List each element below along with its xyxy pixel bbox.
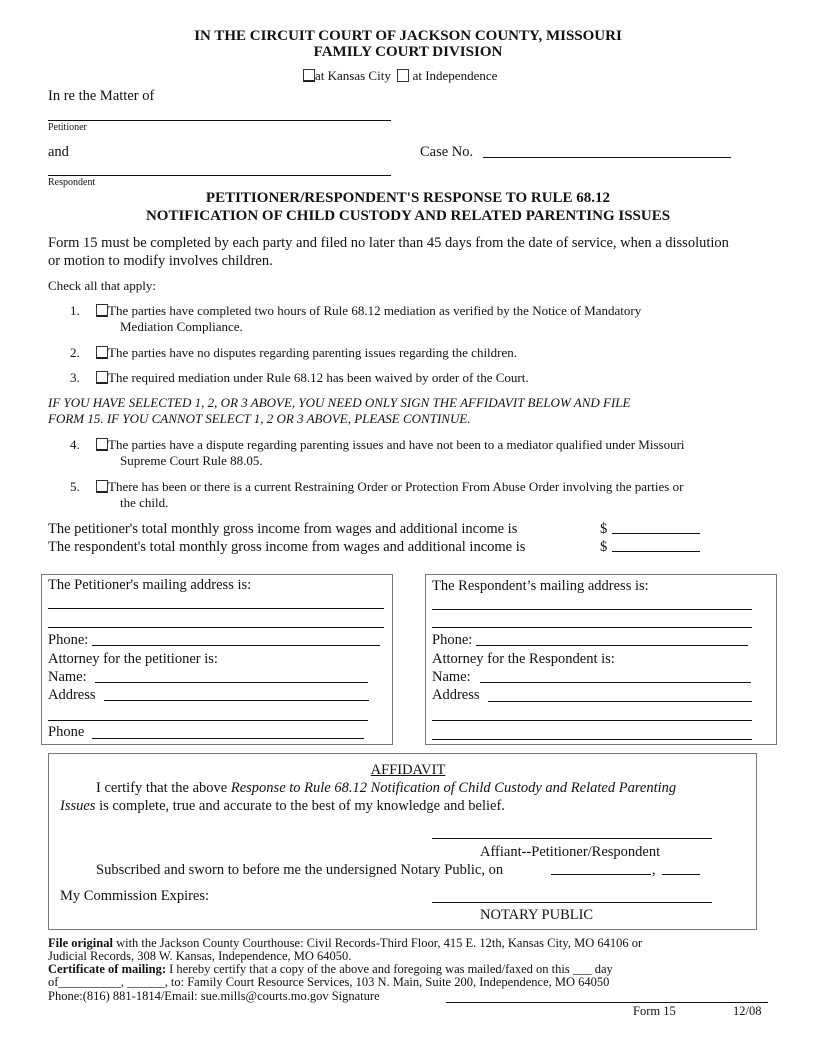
- date-comma: ,: [652, 862, 656, 878]
- respondent-income-field[interactable]: [612, 551, 700, 552]
- respondent-attorney-address-line2[interactable]: [432, 720, 752, 721]
- kansas-city-label: at Kansas City: [315, 68, 391, 83]
- petitioner-income-label: The petitioner's total monthly gross income from wages and additional income is: [48, 521, 518, 537]
- file-original-text: File original with the Jackson County Courthouse: Civil Records-Third Floor, 415 E. 12th, Kansas City, MO 64106 or: [48, 936, 643, 950]
- respondent-address-line1[interactable]: [432, 609, 752, 610]
- case-no-label: Case No.: [420, 144, 474, 160]
- petitioner-label: Petitioner: [48, 122, 87, 133]
- option-5-text: There has been or there is a current Restraining Order or Protection From Abuse Order involving the parties or: [108, 479, 684, 494]
- respondent-phone-field[interactable]: [476, 645, 748, 646]
- form-date: 12/08: [733, 1004, 762, 1018]
- respondent-address-line2[interactable]: [432, 627, 752, 628]
- petitioner-phone-label: Phone:: [48, 632, 89, 648]
- respondent-attorney-address-label: Address: [432, 687, 480, 703]
- form-number: Form 15: [633, 1004, 676, 1018]
- option-5: 5. There has been or there is a current Restraining Order or Protection From Abuse Order involving the parties or the child.: [70, 479, 684, 510]
- option-2-checkbox[interactable]: [96, 346, 108, 359]
- kansas-city-checkbox[interactable]: [303, 69, 315, 82]
- option-4: 4. The parties have a dispute regarding parenting issues and have not been to a mediator qualified under Missouri Supreme Court Rule 88.05.: [70, 437, 685, 468]
- option-4-text: The parties have a dispute regarding parenting issues and have not been to a mediator qualified under Missouri: [108, 437, 685, 452]
- notary-public-label: NOTARY PUBLIC: [480, 907, 594, 923]
- case-no-field[interactable]: [483, 157, 731, 158]
- petitioner-income-field[interactable]: [612, 533, 700, 534]
- option-3: 3. The required mediation under Rule 68.12 has been waived by order of the Court.: [70, 370, 529, 385]
- notary-signature-field[interactable]: [432, 902, 712, 903]
- respondent-currency: $: [600, 539, 608, 555]
- form-title-line1: PETITIONER/RESPONDENT'S RESPONSE TO RULE 68.12: [205, 190, 611, 206]
- check-all-label: Check all that apply:: [48, 278, 156, 293]
- and-label: and: [48, 144, 69, 160]
- petitioner-attorney-phone-label: Phone: [48, 724, 85, 740]
- option-4-checkbox[interactable]: [96, 438, 108, 451]
- respondent-attorney-name-field[interactable]: [480, 682, 751, 683]
- location-options: [303, 68, 497, 84]
- respondent-attorney-name-label: Name:: [432, 669, 471, 685]
- option-3-text: The required mediation under Rule 68.12 has been waived by order of the Court.: [108, 370, 529, 385]
- petitioner-address-title: The Petitioner's mailing address is:: [48, 577, 252, 593]
- in-re-label: In re the Matter of: [48, 88, 155, 104]
- petitioner-address-line2[interactable]: [48, 627, 384, 628]
- file-original-text-2: Judicial Records, 308 W. Kansas, Independence, MO 64050.: [48, 949, 352, 963]
- commission-expires-label: My Commission Expires:: [60, 888, 210, 904]
- division-title: FAMILY COURT DIVISION: [313, 44, 503, 60]
- respondent-attorney-address-line3[interactable]: [432, 739, 752, 740]
- contact-line: Phone:(816) 881-1814/Email: sue.mills@courts.mo.gov Signature: [48, 989, 380, 1003]
- affiant-label: Affiant--Petitioner/Respondent: [480, 844, 661, 860]
- petitioner-attorney-name-label: Name:: [48, 669, 87, 685]
- petitioner-attorney-name-field[interactable]: [95, 682, 368, 683]
- form-title-line2: NOTIFICATION OF CHILD CUSTODY AND RELATED PARENTING ISSUES: [145, 208, 671, 224]
- petitioner-attorney-label: Attorney for the petitioner is:: [48, 651, 218, 667]
- subscribed-text: Subscribed and sworn to before me the undersigned Notary Public, on: [96, 862, 504, 878]
- affidavit-title: AFFIDAVIT: [370, 762, 446, 778]
- petitioner-attorney-address-field[interactable]: [104, 700, 369, 701]
- respondent-attorney-address-field[interactable]: [488, 701, 752, 702]
- independence-checkbox[interactable]: [397, 69, 409, 82]
- certificate-of-mailing-2: of__________, ______, to: Family Court Resource Services, 103 N. Main, Suite 200, Independence, MO 64050: [48, 975, 610, 989]
- petitioner-attorney-address-line2[interactable]: [48, 720, 368, 721]
- petitioner-phone-field[interactable]: [92, 645, 380, 646]
- mailing-signature-field[interactable]: [446, 1002, 768, 1003]
- independence-label: at Independence: [412, 68, 498, 83]
- certificate-of-mailing: Certificate of mailing: I hereby certify that a copy of the above and foregoing was mailed/faxed on this ___ day: [48, 962, 613, 976]
- petitioner-attorney-phone-field[interactable]: [92, 738, 364, 739]
- option-1-checkbox[interactable]: [96, 304, 108, 317]
- option-1: 1. The parties have completed two hours of Rule 68.12 mediation as verified by the Notice of Mandatory Mediation Compliance.: [70, 303, 642, 334]
- intro-text: Form 15 must be completed by each party and filed no later than 45 days from the date of service, when a dissolution or motion to modify involves children.: [48, 235, 729, 269]
- notary-date-field[interactable]: [551, 874, 651, 875]
- petitioner-name-field[interactable]: [48, 120, 391, 121]
- option-5-checkbox[interactable]: [96, 480, 108, 493]
- respondent-attorney-label: Attorney for the Respondent is:: [432, 651, 615, 667]
- respondent-address-title: The Respondent’s mailing address is:: [432, 578, 649, 594]
- instruction-line1: IF YOU HAVE SELECTED 1, 2, OR 3 ABOVE, YOU NEED ONLY SIGN THE AFFIDAVIT BELOW AND FILE: [48, 395, 631, 410]
- court-title: IN THE CIRCUIT COURT OF JACKSON COUNTY, MISSOURI: [194, 28, 622, 44]
- respondent-phone-label: Phone:: [432, 632, 473, 648]
- respondent-name-field[interactable]: [48, 175, 391, 176]
- notary-year-field[interactable]: [662, 874, 700, 875]
- option-3-checkbox[interactable]: [96, 371, 108, 384]
- respondent-label: Respondent: [48, 177, 96, 188]
- option-1-text: The parties have completed two hours of Rule 68.12 mediation as verified by the Notice of Mandatory: [108, 303, 642, 318]
- option-2-text: The parties have no disputes regarding parenting issues regarding the children.: [108, 345, 518, 360]
- instruction-line2: FORM 15. IF YOU CANNOT SELECT 1, 2 OR 3 ABOVE, PLEASE CONTINUE.: [48, 411, 471, 426]
- petitioner-attorney-address-label: Address: [48, 687, 96, 703]
- affidavit-certification: I certify that the above Response to Rule 68.12 Notification of Child Custody and Related Parenting Issues is complete, true and accurate to the best of my knowledge and belief.: [60, 780, 677, 814]
- respondent-income-label: The respondent's total monthly gross income from wages and additional income is: [48, 539, 526, 555]
- petitioner-address-line1[interactable]: [48, 608, 384, 609]
- option-2: 2. The parties have no disputes regarding parenting issues regarding the children.: [70, 345, 518, 360]
- affiant-signature-field[interactable]: [432, 838, 712, 839]
- petitioner-currency: $: [600, 521, 608, 537]
